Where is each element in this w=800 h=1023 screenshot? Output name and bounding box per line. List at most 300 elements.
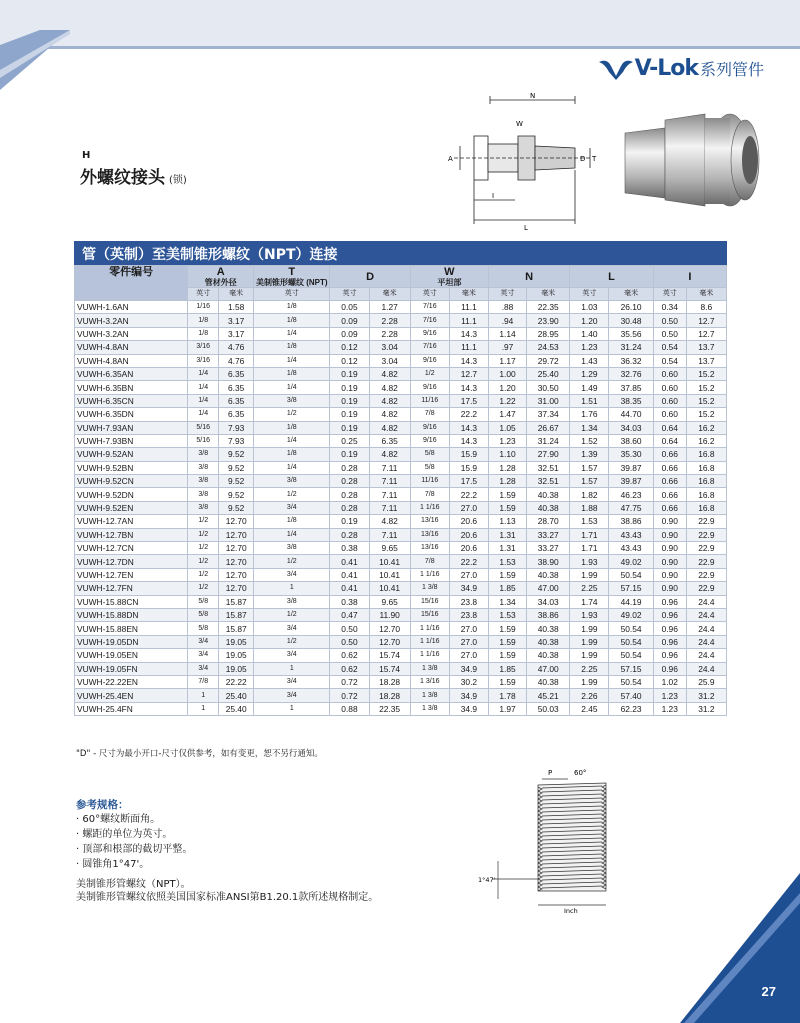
table-cell: 22.2 xyxy=(449,555,488,568)
table-cell: 0.50 xyxy=(330,622,369,635)
table-cell: 4.82 xyxy=(369,448,410,461)
table-cell: 3/4 xyxy=(188,635,219,648)
table-cell: 1 1/16 xyxy=(410,649,449,662)
table-title: 管（英制）至美制锥形螺纹（NPT）连接 xyxy=(74,241,727,265)
table-cell: 1.53 xyxy=(570,515,609,528)
table-cell: .88 xyxy=(488,301,526,314)
table-cell: 7/16 xyxy=(410,341,449,354)
table-cell: 0.66 xyxy=(653,461,686,474)
part-number-cell: VUWH-1.6AN xyxy=(75,301,188,314)
table-cell: 1.43 xyxy=(570,354,609,367)
table-row xyxy=(75,582,727,595)
table-cell: 1.59 xyxy=(488,568,526,581)
table-cell: 1.14 xyxy=(488,327,526,340)
table-cell: 0.28 xyxy=(330,461,369,474)
table-cell: 15.9 xyxy=(449,448,488,461)
col-t-header xyxy=(254,266,330,288)
table-cell: 0.96 xyxy=(653,649,686,662)
fitting-photo xyxy=(625,114,759,206)
unit-mm: 毫米 xyxy=(219,288,254,301)
table-cell: 0.96 xyxy=(653,622,686,635)
fitting-drawing xyxy=(440,88,770,238)
part-number-header: 零件编号 xyxy=(75,266,188,301)
table-row xyxy=(75,301,727,314)
table-cell: 1 1/16 xyxy=(410,635,449,648)
table-cell: 0.19 xyxy=(330,448,369,461)
table-cell: 33.27 xyxy=(527,528,570,541)
table-cell: 7.11 xyxy=(369,501,410,514)
table-cell: 0.28 xyxy=(330,528,369,541)
table-row xyxy=(75,649,727,662)
table-cell: 0.54 xyxy=(653,354,686,367)
table-cell: 7.93 xyxy=(219,434,254,447)
part-number-cell: VUWH-25.4EN xyxy=(75,689,188,702)
table-cell: 24.4 xyxy=(686,595,726,608)
table-cell: 0.09 xyxy=(330,327,369,340)
table-cell: 25.40 xyxy=(527,367,570,380)
table-cell: 3/4 xyxy=(254,649,330,662)
table-cell: 50.54 xyxy=(609,675,653,688)
table-cell: 0.41 xyxy=(330,582,369,595)
table-cell: 1 xyxy=(254,702,330,715)
table-cell: 40.38 xyxy=(527,675,570,688)
table-cell: 0.38 xyxy=(330,595,369,608)
logo-subtitle: 系列管件 xyxy=(699,60,764,79)
part-number-cell: VUWH-19.05DN xyxy=(75,635,188,648)
table-cell: 15.74 xyxy=(369,662,410,675)
table-cell: 18.28 xyxy=(369,675,410,688)
table-cell: 1/4 xyxy=(254,461,330,474)
table-cell: 0.28 xyxy=(330,501,369,514)
table-cell: 12.70 xyxy=(219,568,254,581)
table-cell: 26.67 xyxy=(527,421,570,434)
table-cell: 15.2 xyxy=(686,367,726,380)
table-cell: 12.7 xyxy=(449,367,488,380)
table-cell: 1.49 xyxy=(570,381,609,394)
table-cell: 40.38 xyxy=(527,501,570,514)
part-number-cell: VUWH-4.8AN xyxy=(75,341,188,354)
table-cell: 0.19 xyxy=(330,515,369,528)
table-cell: 1/8 xyxy=(254,367,330,380)
table-cell: 34.03 xyxy=(527,595,570,608)
table-cell: 22.35 xyxy=(527,301,570,314)
unit-inch: 英寸 xyxy=(254,288,330,301)
table-cell: 1/4 xyxy=(254,354,330,367)
table-cell: 25.40 xyxy=(219,689,254,702)
table-cell: 0.19 xyxy=(330,381,369,394)
table-cell: 0.62 xyxy=(330,662,369,675)
reference-item: · 60°螺纹断面角。 xyxy=(76,814,161,825)
table-cell: 5/16 xyxy=(188,434,219,447)
table-cell: 1.97 xyxy=(488,702,526,715)
table-cell: 33.27 xyxy=(527,542,570,555)
table-cell: 1 xyxy=(188,689,219,702)
table-cell: 1/2 xyxy=(188,528,219,541)
table-cell: 4.82 xyxy=(369,367,410,380)
table-cell: 19.05 xyxy=(219,635,254,648)
table-cell: 9/16 xyxy=(410,354,449,367)
table-cell: 12.7 xyxy=(686,327,726,340)
table-cell: 1 3/8 xyxy=(410,662,449,675)
table-cell: 2.26 xyxy=(570,689,609,702)
table-cell: 38.60 xyxy=(609,434,653,447)
table-cell: 3/4 xyxy=(254,689,330,702)
table-cell: 1.59 xyxy=(488,488,526,501)
table-cell: 8.6 xyxy=(686,301,726,314)
table-cell: 1.20 xyxy=(488,381,526,394)
table-cell: 3/8 xyxy=(188,448,219,461)
table-cell: 46.23 xyxy=(609,488,653,501)
table-cell: 5/8 xyxy=(188,595,219,608)
table-row xyxy=(75,354,727,367)
part-number-cell: VUWH-4.8AN xyxy=(75,354,188,367)
table-cell: 0.60 xyxy=(653,367,686,380)
table-cell: 1.99 xyxy=(570,649,609,662)
table-cell: 31.2 xyxy=(686,689,726,702)
table-cell: 7.11 xyxy=(369,528,410,541)
unit-inch: 英寸 xyxy=(188,288,219,301)
unit-inch: 英寸 xyxy=(410,288,449,301)
table-cell: 0.19 xyxy=(330,394,369,407)
table-cell: 0.66 xyxy=(653,488,686,501)
table-cell: .94 xyxy=(488,314,526,327)
table-cell: 0.90 xyxy=(653,515,686,528)
spec-table-section xyxy=(74,241,727,716)
table-row xyxy=(75,555,727,568)
table-cell: 1/2 xyxy=(188,542,219,555)
table-row xyxy=(75,381,727,394)
table-cell: 5/8 xyxy=(188,622,219,635)
table-cell: 24.4 xyxy=(686,649,726,662)
table-cell: 1 3/8 xyxy=(410,702,449,715)
table-cell: 1/4 xyxy=(188,381,219,394)
unit-mm: 毫米 xyxy=(449,288,488,301)
table-cell: 1/4 xyxy=(254,381,330,394)
part-number-cell: VUWH-6.35CN xyxy=(75,394,188,407)
table-cell: 9.65 xyxy=(369,595,410,608)
table-cell: 0.90 xyxy=(653,542,686,555)
page-title xyxy=(80,163,187,188)
table-cell: 22.9 xyxy=(686,515,726,528)
table-row xyxy=(75,515,727,528)
table-row xyxy=(75,461,727,474)
table-cell: 7/16 xyxy=(410,314,449,327)
table-row xyxy=(75,689,727,702)
table-cell: 31.00 xyxy=(527,394,570,407)
table-cell: 1.27 xyxy=(369,301,410,314)
table-cell: 47.00 xyxy=(527,662,570,675)
logo-text: V-Lok xyxy=(634,56,698,81)
table-cell: 0.62 xyxy=(330,649,369,662)
page-title-text: 外螺纹接头 xyxy=(80,168,165,188)
table-cell: 23.90 xyxy=(527,314,570,327)
table-cell: 1/2 xyxy=(254,555,330,568)
reference-item: · 螺距的单位为英寸。 xyxy=(76,829,173,840)
table-cell: 1/8 xyxy=(254,515,330,528)
table-cell: 18.28 xyxy=(369,689,410,702)
table-cell: 2.25 xyxy=(570,582,609,595)
table-cell: 1.22 xyxy=(488,394,526,407)
table-cell: 0.19 xyxy=(330,421,369,434)
corner-decoration xyxy=(680,873,800,1023)
table-cell: 5/8 xyxy=(410,461,449,474)
table-cell: 57.15 xyxy=(609,582,653,595)
table-cell: 57.40 xyxy=(609,689,653,702)
unit-mm: 毫米 xyxy=(686,288,726,301)
table-cell: 4.76 xyxy=(219,341,254,354)
table-cell: 9.52 xyxy=(219,501,254,514)
table-cell: 62.23 xyxy=(609,702,653,715)
table-cell: 1.57 xyxy=(570,475,609,488)
table-cell: 1.88 xyxy=(570,501,609,514)
table-cell: 1/4 xyxy=(254,528,330,541)
dim-w-label: W xyxy=(516,120,523,128)
table-cell: 6.35 xyxy=(369,434,410,447)
table-cell: 15.74 xyxy=(369,649,410,662)
table-cell: 3/8 xyxy=(188,501,219,514)
table-cell: 1/8 xyxy=(188,327,219,340)
table-cell: 0.28 xyxy=(330,475,369,488)
table-cell: 11.90 xyxy=(369,608,410,621)
part-number-cell: VUWH-12.7CN xyxy=(75,542,188,555)
col-a-sub: 管材外径 xyxy=(204,278,237,287)
table-cell: 9/16 xyxy=(410,381,449,394)
table-cell: 11/16 xyxy=(410,394,449,407)
table-cell: 1 xyxy=(254,662,330,675)
table-cell: 12.70 xyxy=(219,555,254,568)
table-cell: 49.02 xyxy=(609,608,653,621)
table-cell: 34.9 xyxy=(449,702,488,715)
dim-a-label: A xyxy=(448,155,453,163)
table-cell: 2.28 xyxy=(369,327,410,340)
table-cell: 1.40 xyxy=(570,327,609,340)
table-cell: 1.82 xyxy=(570,488,609,501)
table-cell: 15/16 xyxy=(410,608,449,621)
table-cell: 14.3 xyxy=(449,381,488,394)
table-cell: 22.9 xyxy=(686,582,726,595)
table-cell: 0.05 xyxy=(330,301,369,314)
table-cell: 1.34 xyxy=(570,421,609,434)
table-cell: 1.02 xyxy=(653,675,686,688)
table-row xyxy=(75,595,727,608)
header-band xyxy=(0,0,800,46)
table-cell: 17.5 xyxy=(449,394,488,407)
table-cell: 0.38 xyxy=(330,542,369,555)
table-cell: 0.19 xyxy=(330,408,369,421)
table-cell: 39.87 xyxy=(609,461,653,474)
table-cell: 0.96 xyxy=(653,608,686,621)
table-cell: 0.47 xyxy=(330,608,369,621)
table-cell: 0.90 xyxy=(653,582,686,595)
table-cell: 10.41 xyxy=(369,568,410,581)
table-cell: 16.2 xyxy=(686,434,726,447)
col-l-letter: L xyxy=(608,270,615,283)
part-number-cell: VUWH-19.05FN xyxy=(75,662,188,675)
table-row xyxy=(75,314,727,327)
table-cell: 13/16 xyxy=(410,515,449,528)
table-cell: 15.87 xyxy=(219,595,254,608)
table-cell: 7.11 xyxy=(369,488,410,501)
table-cell: 12.70 xyxy=(219,515,254,528)
table-row xyxy=(75,448,727,461)
table-cell: 16.8 xyxy=(686,475,726,488)
table-row xyxy=(75,341,727,354)
table-cell: 1.93 xyxy=(570,608,609,621)
table-cell: 1.47 xyxy=(488,408,526,421)
part-number-cell: VUWH-12.7FN xyxy=(75,582,188,595)
spec-table-body xyxy=(75,301,727,716)
part-number-cell: VUWH-7.93AN xyxy=(75,421,188,434)
table-cell: 13.7 xyxy=(686,354,726,367)
table-cell: 0.72 xyxy=(330,675,369,688)
table-cell: 11.1 xyxy=(449,341,488,354)
table-cell: 9.52 xyxy=(219,461,254,474)
table-cell: 13/16 xyxy=(410,528,449,541)
unit-inch: 英寸 xyxy=(330,288,369,301)
table-cell: 3/4 xyxy=(254,622,330,635)
table-cell: 3/4 xyxy=(254,568,330,581)
table-cell: 28.70 xyxy=(527,515,570,528)
table-cell: 1.59 xyxy=(488,675,526,688)
table-cell: 3.17 xyxy=(219,314,254,327)
table-cell: 1.76 xyxy=(570,408,609,421)
thread-p-label: P xyxy=(548,769,553,777)
reference-item: · 顶部和根部的截切平整。 xyxy=(76,844,193,855)
table-cell: 4.82 xyxy=(369,381,410,394)
table-cell: 3/4 xyxy=(254,675,330,688)
table-cell: 2.45 xyxy=(570,702,609,715)
part-number-cell: VUWH-25.4FN xyxy=(75,702,188,715)
table-cell: 0.60 xyxy=(653,408,686,421)
table-cell: 0.66 xyxy=(653,475,686,488)
table-cell: 1.17 xyxy=(488,354,526,367)
table-cell: 23.8 xyxy=(449,608,488,621)
table-cell: 0.90 xyxy=(653,568,686,581)
table-cell: 37.85 xyxy=(609,381,653,394)
table-cell: 9.52 xyxy=(219,448,254,461)
table-cell: 1/2 xyxy=(188,555,219,568)
table-row xyxy=(75,608,727,621)
table-cell: 15.87 xyxy=(219,622,254,635)
table-cell: 6.35 xyxy=(219,381,254,394)
table-cell: 3/8 xyxy=(254,394,330,407)
table-cell: 1 xyxy=(188,702,219,715)
table-cell: 0.96 xyxy=(653,662,686,675)
table-cell: 31.2 xyxy=(686,702,726,715)
table-cell: 3/8 xyxy=(188,461,219,474)
table-cell: 1/8 xyxy=(254,421,330,434)
table-cell: 1/8 xyxy=(254,341,330,354)
table-cell: 14.3 xyxy=(449,354,488,367)
table-cell: 16.8 xyxy=(686,501,726,514)
table-cell: 34.9 xyxy=(449,689,488,702)
table-cell: 1.99 xyxy=(570,568,609,581)
table-cell: 0.66 xyxy=(653,501,686,514)
table-cell: 0.96 xyxy=(653,595,686,608)
page-title-sub: (锁) xyxy=(169,175,187,186)
table-cell: 22.9 xyxy=(686,555,726,568)
table-cell: 22.9 xyxy=(686,568,726,581)
table-row xyxy=(75,408,727,421)
table-cell: 11.1 xyxy=(449,314,488,327)
col-l-header xyxy=(570,266,653,288)
table-cell: 1 xyxy=(254,582,330,595)
table-cell: 34.9 xyxy=(449,662,488,675)
table-cell: 16.8 xyxy=(686,488,726,501)
table-cell: 9.52 xyxy=(219,475,254,488)
header-stripe xyxy=(0,46,800,49)
table-cell: 15.2 xyxy=(686,381,726,394)
table-cell: 4.76 xyxy=(219,354,254,367)
col-n-letter: N xyxy=(525,270,534,283)
table-cell: 1.51 xyxy=(570,394,609,407)
table-cell: 1/8 xyxy=(254,301,330,314)
table-row xyxy=(75,622,727,635)
part-number-cell: VUWH-9.52CN xyxy=(75,475,188,488)
table-cell: 1.85 xyxy=(488,582,526,595)
table-cell: 22.2 xyxy=(449,488,488,501)
table-cell: 1.29 xyxy=(570,367,609,380)
table-row xyxy=(75,542,727,555)
table-cell: 9/16 xyxy=(410,434,449,447)
part-number-cell: VUWH-12.7AN xyxy=(75,515,188,528)
table-cell: 9/16 xyxy=(410,421,449,434)
unit-inch: 英寸 xyxy=(488,288,526,301)
table-cell: 0.28 xyxy=(330,488,369,501)
table-cell: 1 3/8 xyxy=(410,582,449,595)
table-cell: 1.53 xyxy=(488,608,526,621)
table-row xyxy=(75,394,727,407)
table-cell: 3/4 xyxy=(188,662,219,675)
table-cell: 2.28 xyxy=(369,314,410,327)
table-cell: 1/2 xyxy=(410,367,449,380)
part-number-cell: VUWH-7.93BN xyxy=(75,434,188,447)
table-row xyxy=(75,501,727,514)
table-cell: 1.31 xyxy=(488,528,526,541)
table-cell: 1.39 xyxy=(570,448,609,461)
table-cell: 0.64 xyxy=(653,421,686,434)
dim-i-label: I xyxy=(492,192,495,200)
table-cell: 36.32 xyxy=(609,354,653,367)
table-cell: 22.22 xyxy=(219,675,254,688)
table-cell: 3/8 xyxy=(188,475,219,488)
table-cell: 12.70 xyxy=(369,635,410,648)
table-cell: 0.12 xyxy=(330,341,369,354)
part-number-cell: VUWH-3.2AN xyxy=(75,327,188,340)
table-cell: 20.6 xyxy=(449,542,488,555)
table-cell: 1.10 xyxy=(488,448,526,461)
table-cell: 3/4 xyxy=(188,649,219,662)
table-cell: 3/8 xyxy=(254,595,330,608)
table-cell: 50.54 xyxy=(609,568,653,581)
table-cell: 34.03 xyxy=(609,421,653,434)
table-cell: 24.4 xyxy=(686,608,726,621)
table-cell: 1/2 xyxy=(254,635,330,648)
table-row xyxy=(75,367,727,380)
table-cell: 4.82 xyxy=(369,515,410,528)
brand-logo xyxy=(597,56,764,81)
table-cell: 7.11 xyxy=(369,461,410,474)
table-cell: 35.30 xyxy=(609,448,653,461)
table-cell: 1 1/16 xyxy=(410,622,449,635)
table-cell: 10.41 xyxy=(369,555,410,568)
table-cell: 7/8 xyxy=(188,675,219,688)
reference-body-line: 美制锥形管螺纹（NPT）。 xyxy=(76,879,191,890)
table-cell: 32.51 xyxy=(527,461,570,474)
table-cell: 7.93 xyxy=(219,421,254,434)
reference-title: 参考规格： xyxy=(76,799,129,811)
table-row xyxy=(75,434,727,447)
